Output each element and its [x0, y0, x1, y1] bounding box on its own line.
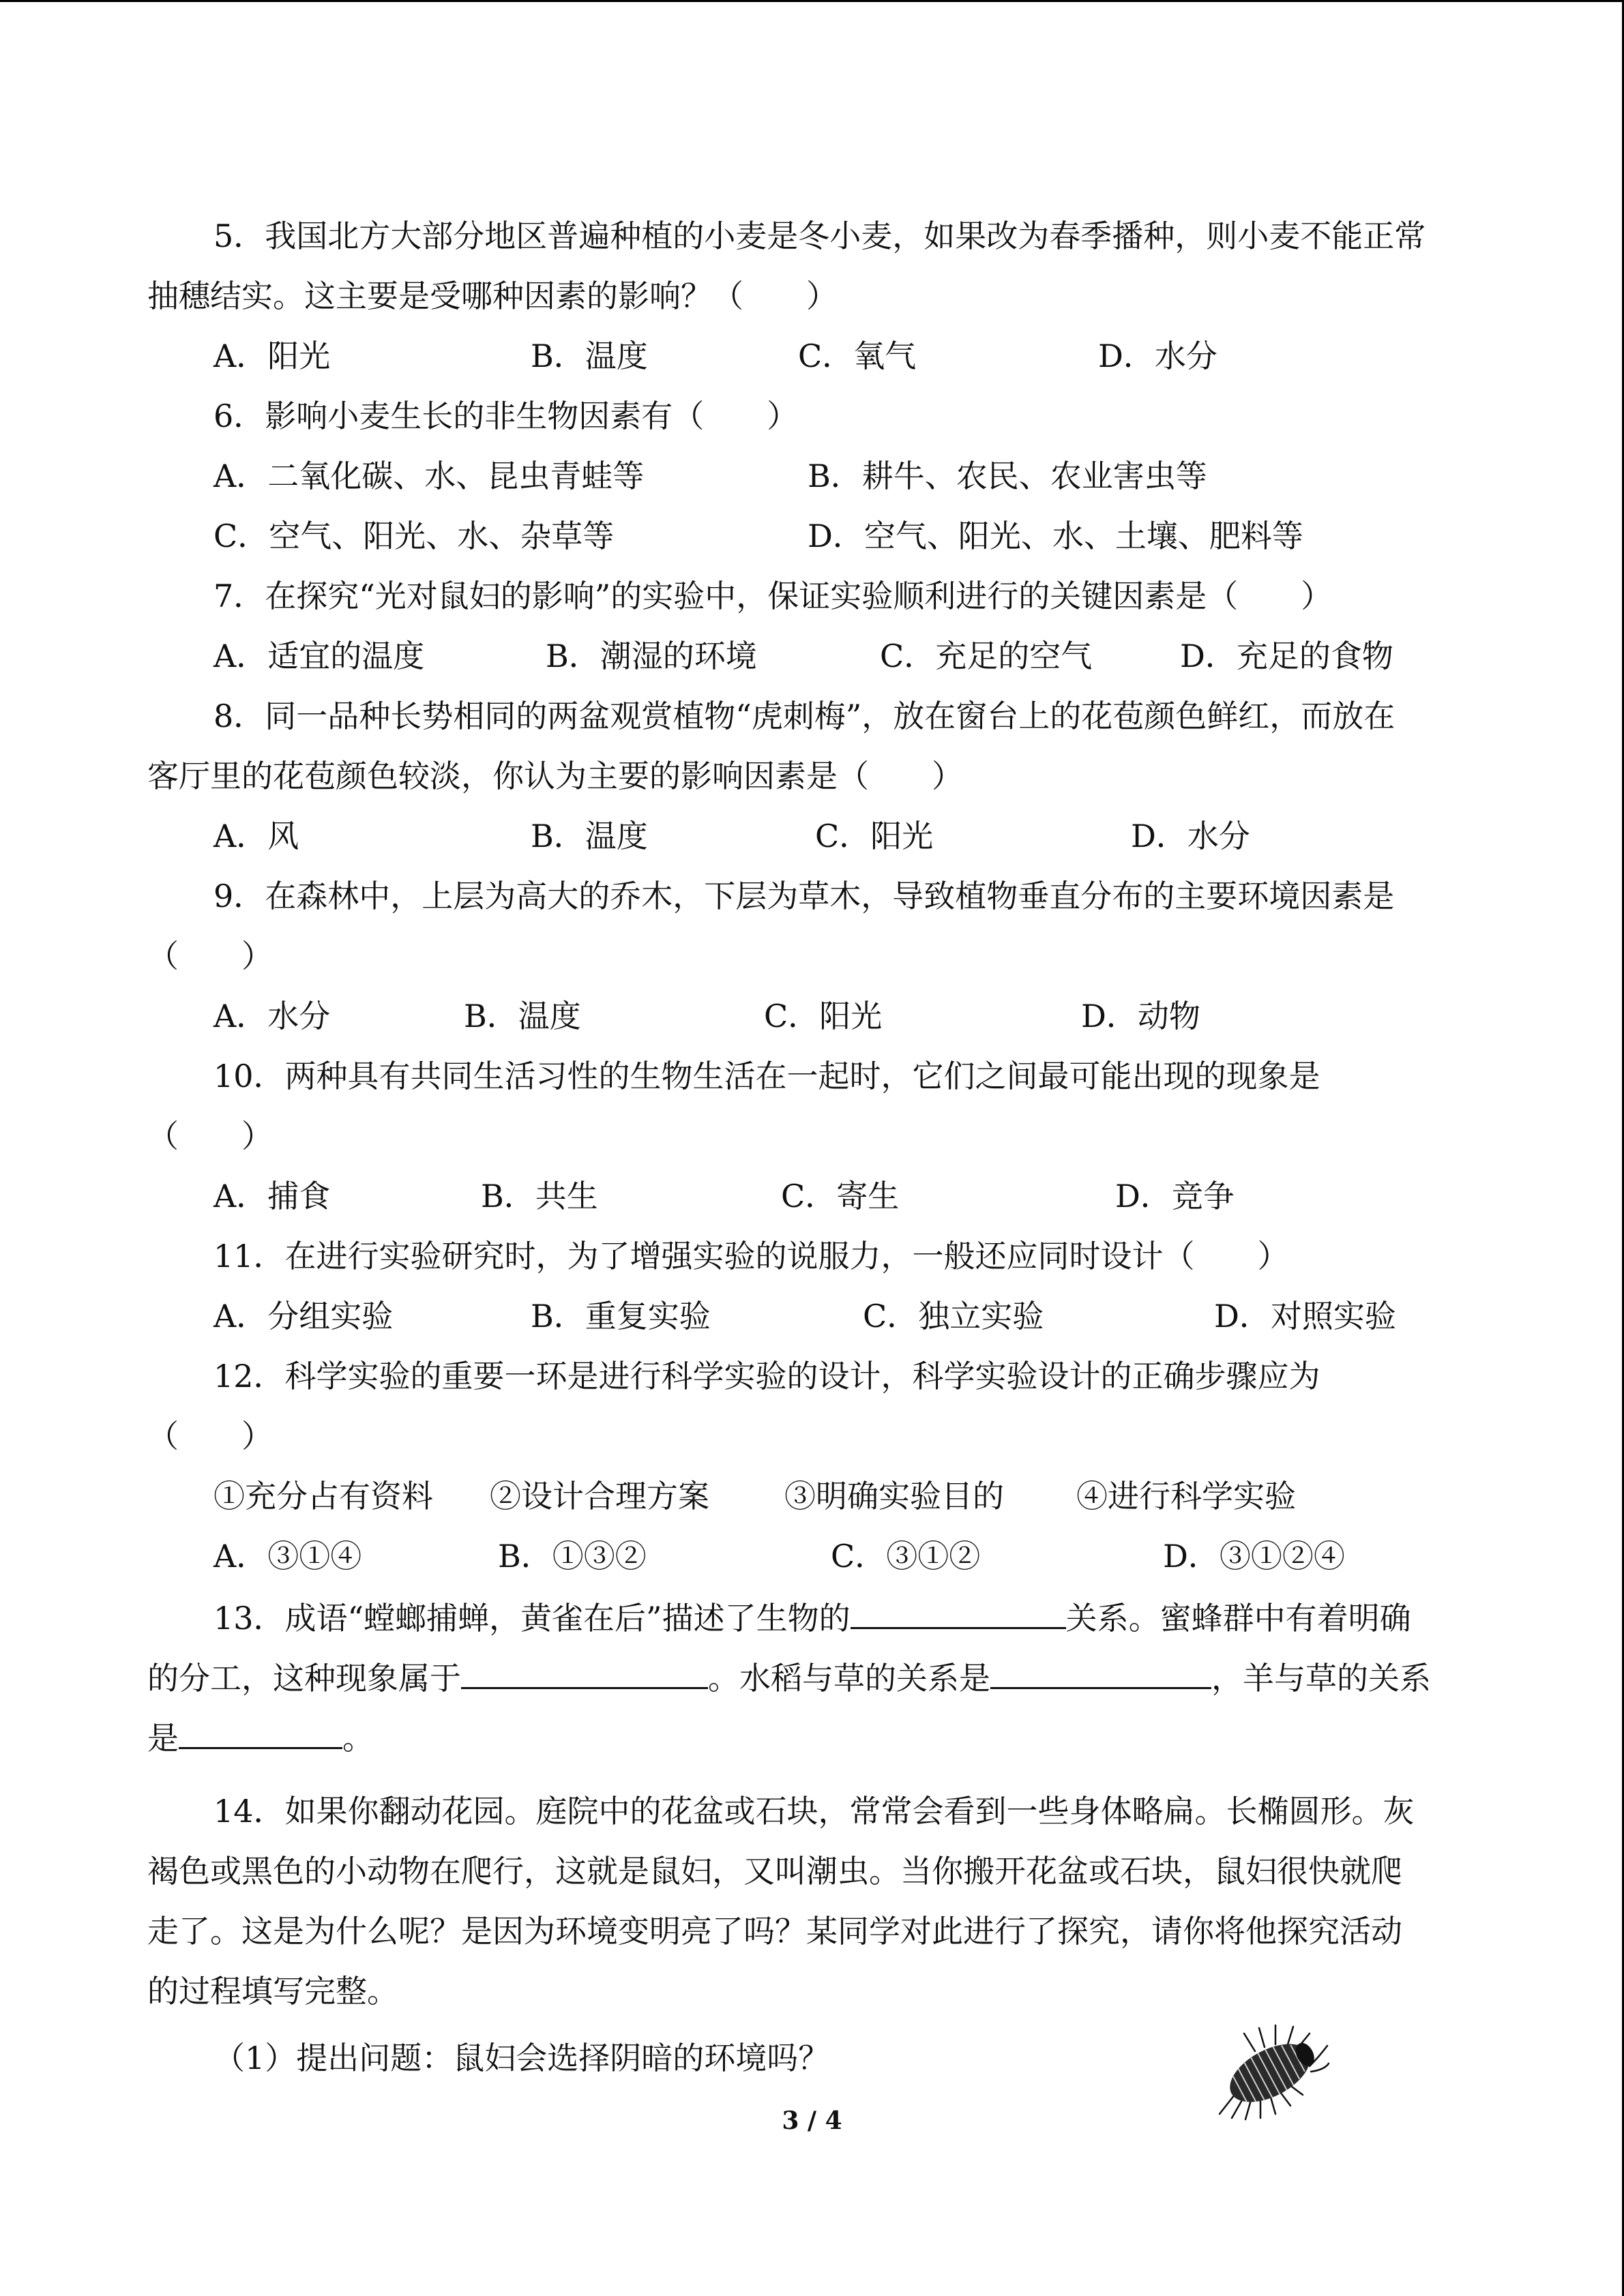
- q9-option-b: B．温度: [464, 998, 581, 1034]
- q13-line3: [0, 1706, 1624, 1766]
- q6-options-row1: [0, 446, 1624, 506]
- q6-options-row2: [0, 506, 1624, 566]
- q8-option-c: C．阳光: [815, 818, 934, 854]
- q10-option-b: B．共生: [481, 1178, 598, 1214]
- q8-stem-line2: 客厅里的花苞颜色较淡，你认为主要的影响因素是（ ）: [147, 758, 963, 794]
- q6-option-d: D．空气、阳光、水、土壤、肥料等: [808, 518, 1303, 554]
- q13-blank-4[interactable]: [179, 1706, 342, 1749]
- q12-step-2: ②设计合理方案: [490, 1478, 709, 1515]
- q14-stem-line2: 褐色或黑色的小动物在爬行，这就是鼠妇，又叫潮虫。当你搬开花盆或石块，鼠妇很快就爬: [147, 1853, 1402, 1890]
- q8-options: [0, 806, 1624, 866]
- q6-option-a: A．二氧化碳、水、昆虫青蛙等: [213, 458, 645, 494]
- q6-option-c: C．空气、阳光、水、杂草等: [213, 518, 615, 554]
- q12-option-c: C．③①②: [831, 1538, 981, 1575]
- q9-options: [0, 986, 1624, 1046]
- q5-option-d: D．水分: [1098, 338, 1217, 374]
- q13-line1: [0, 1586, 1624, 1646]
- q13-text-7: 。: [342, 1720, 374, 1757]
- q6-stem: 6．影响小麦生长的非生物因素有（ ）: [213, 398, 799, 434]
- q10-option-c: C．寄生: [781, 1178, 900, 1214]
- q9-stem-line2: （ ）: [147, 938, 273, 974]
- q9-option-a: A．水分: [213, 998, 331, 1034]
- q10-options: [0, 1166, 1624, 1226]
- q13-text-3: 的分工，这种现象属于: [147, 1660, 461, 1697]
- q14-stem-line3: 走了。这是为什么呢？是因为环境变明亮了吗？某同学对此进行了探究，请你将他探究活动: [147, 1913, 1402, 1950]
- q5-option-a: A．阳光: [213, 338, 331, 374]
- q7-options: [0, 626, 1624, 686]
- q12-stem-line2: （ ）: [147, 1418, 273, 1455]
- q5-stem-line1: 5．我国北方大部分地区普遍种植的小麦是冬小麦，如果改为春季播种，则小麦不能正常: [213, 218, 1426, 254]
- q7-option-d: D．充足的食物: [1180, 638, 1393, 674]
- q5-stem-line2: 抽穗结实。这主要是受哪种因素的影响？（ ）: [147, 278, 838, 314]
- q7-option-a: A．适宜的温度: [213, 638, 425, 674]
- q13-blank-1[interactable]: [851, 1586, 1066, 1629]
- q7-option-c: C．充足的空气: [880, 638, 1093, 674]
- q12-stem-line1: 12．科学实验的重要一环是进行科学实验的设计，科学实验设计的正确步骤应为: [213, 1358, 1320, 1395]
- q11-option-a: A．分组实验: [213, 1298, 394, 1335]
- q11-option-d: D．对照实验: [1214, 1298, 1396, 1335]
- q8-option-d: D．水分: [1131, 818, 1250, 854]
- q10-stem-line2: （ ）: [147, 1118, 273, 1154]
- page-border-top: [0, 0, 1624, 2]
- q10-stem-line1: 10．两种具有共同生活习性的生物生活在一起时，它们之间最可能出现的现象是: [213, 1058, 1320, 1094]
- q8-option-a: A．风: [213, 818, 299, 854]
- q12-step-1: ①充分占有资料: [213, 1478, 433, 1515]
- q14-stem-line4: 的过程填写完整。: [147, 1973, 398, 2010]
- q5-option-c: C．氧气: [798, 338, 917, 374]
- q13-text-2: 关系。蜜蜂群中有着明确: [1065, 1600, 1411, 1637]
- q12-steps: [0, 1466, 1624, 1526]
- q9-option-d: D．动物: [1081, 998, 1200, 1034]
- q9-option-c: C．阳光: [764, 998, 883, 1034]
- q7-option-b: B．潮湿的环境: [546, 638, 757, 674]
- q8-stem-line1: 8．同一品种长势相同的两盆观赏植物“虎刺梅”，放在窗台上的花苞颜色鲜红，而放在: [213, 698, 1396, 734]
- q11-option-b: B．重复实验: [531, 1298, 711, 1335]
- q13-text-5: ，羊与草的关系: [1211, 1660, 1431, 1697]
- q13-text-6: 是: [147, 1720, 179, 1757]
- q13-blank-2[interactable]: [461, 1646, 708, 1689]
- q12-options: [0, 1526, 1624, 1586]
- q11-options: [0, 1286, 1624, 1346]
- q8-option-b: B．温度: [531, 818, 648, 854]
- q14-stem-line1: 14．如果你翻动花园。庭院中的花盆或石块，常常会看到一些身体略扁。长椭圆形。灰: [213, 1793, 1415, 1830]
- q12-option-b: B．①③②: [498, 1538, 647, 1575]
- q12-option-d: D．③①②④: [1163, 1538, 1345, 1575]
- q12-step-3: ③明确实验目的: [784, 1478, 1004, 1515]
- q13-text-1: 13．成语“螳螂捕蝉，黄雀在后”描述了生物的: [213, 1600, 851, 1637]
- q10-option-d: D．竞争: [1115, 1178, 1235, 1214]
- q13-blank-3[interactable]: [990, 1646, 1211, 1689]
- q13-line2: [0, 1646, 1624, 1706]
- q7-stem: 7．在探究“光对鼠妇的影响”的实验中，保证实验顺利进行的关键因素是（ ）: [213, 578, 1333, 614]
- page-number: 3 / 4: [782, 2106, 842, 2135]
- q12-step-4: ④进行科学实验: [1076, 1478, 1296, 1515]
- q14-sub1: （1）提出问题：鼠妇会选择阴暗的环境吗？: [213, 2040, 830, 2076]
- q5-option-b: B．温度: [531, 338, 648, 374]
- q5-options: [0, 326, 1624, 386]
- q11-stem: 11．在进行实验研究时，为了增强实验的说服力，一般还应同时设计（ ）: [213, 1238, 1289, 1274]
- q9-stem-line1: 9．在森林中，上层为高大的乔木，下层为草木，导致植物垂直分布的主要环境因素是: [213, 878, 1395, 914]
- q11-option-c: C．独立实验: [863, 1298, 1044, 1335]
- q12-option-a: A．③①④: [213, 1538, 362, 1575]
- q6-option-b: B．耕牛、农民、农业害虫等: [808, 458, 1207, 494]
- q10-option-a: A．捕食: [213, 1178, 331, 1214]
- q13-text-4: 。水稻与草的关系是: [708, 1660, 990, 1697]
